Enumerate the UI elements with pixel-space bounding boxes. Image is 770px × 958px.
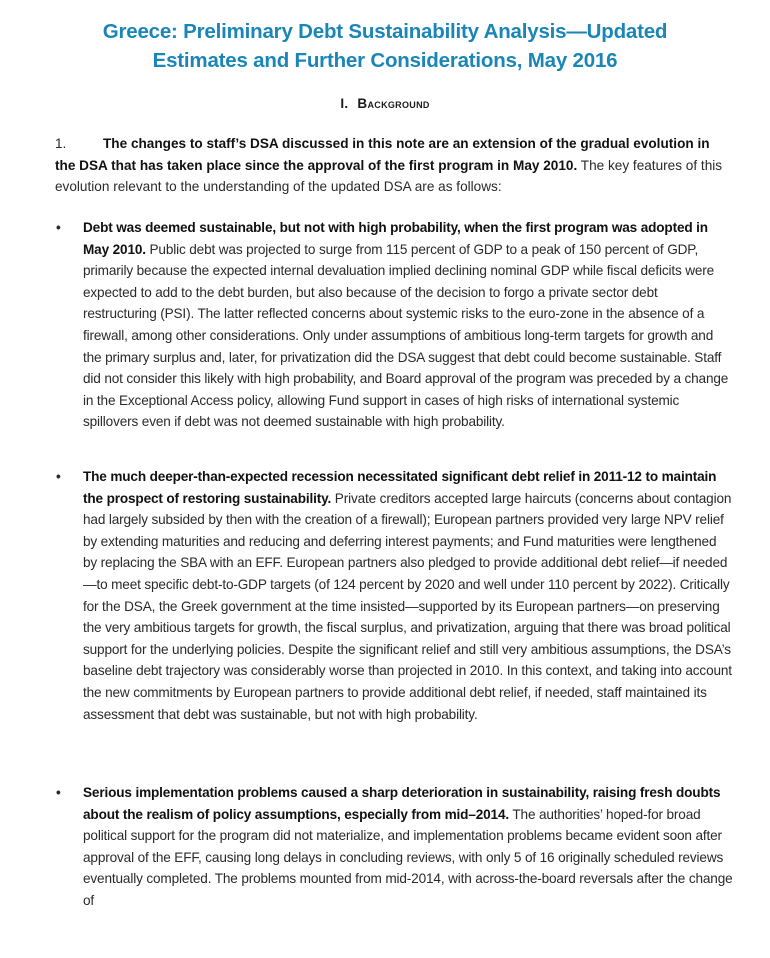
bullet-dot-icon: •: [56, 469, 61, 484]
bullet-body: The authorities’ hoped-for broad political support for the program did not materialize, and implementation problems became evident soon after approval of the EFF, causing long delays in concluding reviews, with only 5 of 16 originally scheduled reviews eventually completed. The problems mounted from mid-2014, with across-the-board reversals after the change of: [83, 806, 733, 908]
bullet-dot-icon: •: [56, 785, 61, 800]
bullet-text: [83, 782, 734, 912]
bullet-item: [56, 217, 734, 433]
section-title: Background: [357, 96, 430, 111]
bullet-body: Private creditors accepted large haircuts (concerns about contagion had largely subsided by then with the creation of a firewall); European partners provided very large NPV relief by extending maturities and reducing and deferring interest payments; and Fund maturities were lengthened by replacing the SBA with an EFF. European partners also pledged to provide additional debt relief—if needed—to meet specific debt-to-GDP targets (of 124 percent by 2020 and well under 110 percent by 2022). Critically for the DSA, the Greek government at the time insisted—supported by its European partners—on preserving the very ambitious targets for growth, the fiscal surplus, and privatization, arguing that there was broad political support for the underlying policies. Despite the significant relief and still very ambitious assumptions, the DSA’s baseline debt trajectory was considerably worse than projected in 2010. In this context, and taking into account the new commitments by European partners to provide additional debt relief, if needed, staff maintained its assessment that debt was sustainable, but not with high probability.: [83, 490, 732, 722]
bullet-lead-bold: Debt was deemed sustainable, but not with high probability, when the first program was adopted in May 2010.: [83, 220, 708, 257]
title-line-2: Estimates and Further Considerations, May 2016: [152, 49, 618, 72]
bullet-item: [56, 782, 734, 912]
bullet-body: Public debt was projected to surge from 115 percent of GDP to a peak of 150 percent of GDP, primarily because the expected internal devaluation implied declining nominal GDP while fiscal deficits were expected to add to the debt burden, but also because of the decision to forgo a private sector debt restructuring (PSI). The latter reflected concerns about systemic risks to the euro-zone in the absence of a firewall, among other considerations. Only under assumptions of ambitious long-term targets for growth and the primary surplus and, later, for privatization did the DSA suggest that debt could become sustainable. Staff did not consider this likely with high probability, and Board approval of the program was preceded by a change in the Exceptional Access policy, allowing Fund support in cases of high risks of international systemic spillovers even if debt was not deemed sustainable with high probability.: [83, 241, 729, 430]
paragraph-lead-bold: The changes to staff’s DSA discussed in this note are an extension of the gradual evolution in the DSA that has taken place since the approval of the first program in May 2010.: [55, 136, 710, 173]
bullet-text: [83, 217, 734, 433]
document-title: [0, 0, 770, 75]
bullet-lead-bold: The much deeper-than-expected recession necessitated significant debt relief in 2011-12 to maintain the prospect of restoring sustainability.: [83, 469, 717, 506]
title-line-1: Greece: Preliminary Debt Sustainability Analysis—Updated: [102, 20, 668, 43]
section-number: I.: [340, 96, 349, 111]
paragraph-number: 1.: [55, 136, 67, 151]
bullet-item: [56, 466, 734, 725]
bullet-dot-icon: •: [56, 220, 61, 235]
bullet-lead-bold: Serious implementation problems caused a sharp deterioration in sustainability, raising fresh doubts about the realism of policy assumptions, especially from mid–2014.: [83, 785, 721, 822]
bullet-text: [83, 466, 734, 725]
paragraph-body: The key features of this evolution relevant to the understanding of the updated DSA are as follows:: [55, 157, 723, 195]
paragraph-1: [55, 133, 730, 198]
section-heading: [0, 96, 770, 111]
